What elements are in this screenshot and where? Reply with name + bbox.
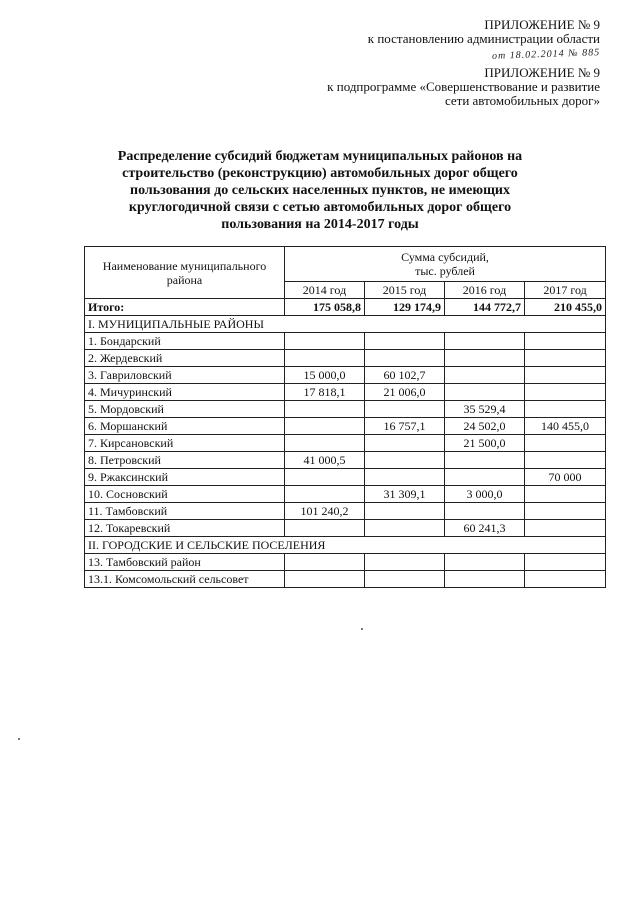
- header-sum-line2: тыс. рублей: [415, 264, 475, 278]
- district-name: 9. Ржаксинский: [85, 469, 285, 486]
- subsidy-value-2015: 60 102,7: [365, 367, 445, 384]
- subsidy-value-2015: 16 757,1: [365, 418, 445, 435]
- appendix-main-title: ПРИЛОЖЕНИЕ № 9: [484, 17, 600, 32]
- subsidy-value-2016: [445, 571, 525, 588]
- appendix-sub-title: ПРИЛОЖЕНИЕ № 9: [484, 65, 600, 80]
- total-label: Итого:: [85, 299, 285, 316]
- subsidy-value-2015: [365, 554, 445, 571]
- subsidy-value-2016: [445, 452, 525, 469]
- subsidy-value-2014: 101 240,2: [285, 503, 365, 520]
- title-line-1: Распределение субсидий бюджетам муниципальных районов на: [117, 149, 523, 164]
- table-row: [85, 333, 606, 350]
- subsidy-value-2015: [365, 452, 445, 469]
- subsidy-value-2014: [285, 401, 365, 418]
- subsidy-value-2016: 3 000,0: [445, 486, 525, 503]
- subsidy-value-2014: [285, 554, 365, 571]
- subsidy-value-2016: [445, 384, 525, 401]
- header-name-line2: района: [166, 272, 203, 287]
- header-district-name: [85, 247, 285, 299]
- header-year-2015: 2015 год: [365, 282, 445, 299]
- appendix-main-decree: к постановлению администрации области: [367, 31, 600, 46]
- subsidy-value-2017: [525, 503, 606, 520]
- subsidy-value-2016: 60 241,3: [445, 520, 525, 537]
- subsidy-value-2016: [445, 503, 525, 520]
- district-name: 10. Сосновский: [85, 486, 285, 503]
- subsidy-value-2015: 21 006,0: [365, 384, 445, 401]
- header-subsidy-sum: [285, 247, 606, 282]
- subsidy-value-2017: [525, 452, 606, 469]
- subsidy-value-2015: [365, 520, 445, 537]
- district-name: 7. Кирсановский: [85, 435, 285, 452]
- subsidy-value-2014: [285, 571, 365, 588]
- subsidy-value-2016: [445, 333, 525, 350]
- subsidy-value-2017: 140 455,0: [525, 418, 606, 435]
- table-row: [85, 435, 606, 452]
- table-row: [85, 367, 606, 384]
- table-row: [85, 401, 606, 418]
- scan-speck: [361, 628, 363, 630]
- header-year-2014: 2014 год: [285, 282, 365, 299]
- subsidy-value-2014: 17 818,1: [285, 384, 365, 401]
- subsidy-value-2015: [365, 503, 445, 520]
- subsidy-value-2014: [285, 520, 365, 537]
- subsidy-value-2016: 35 529,4: [445, 401, 525, 418]
- table-row: [85, 571, 606, 588]
- appendix-block-subprogram: [327, 66, 600, 108]
- header-name-line1: Наименование муниципального: [102, 258, 267, 273]
- district-name: 3. Гавриловский: [85, 367, 285, 384]
- subsidy-value-2017: [525, 384, 606, 401]
- subsidy-value-2016: [445, 469, 525, 486]
- subsidy-table: [84, 246, 606, 588]
- appendix-main-date-handwritten: от 18.02.2014 № 885: [491, 47, 601, 62]
- title-line-2: строительство (реконструкцию) автомобильных дорог общего: [122, 166, 518, 181]
- subsidy-value-2017: [525, 520, 606, 537]
- section-label: I. МУНИЦИПАЛЬНЫЕ РАЙОНЫ: [85, 316, 606, 333]
- subsidy-value-2015: [365, 435, 445, 452]
- appendix-sub-line3: сети автомобильных дорог»: [444, 93, 600, 108]
- district-name: 5. Мордовский: [85, 401, 285, 418]
- header-sum-line1: Сумма субсидий,: [401, 250, 489, 264]
- scan-speck: [18, 738, 20, 740]
- table-row-total: [85, 299, 606, 316]
- header-year-2017: 2017 год: [525, 282, 606, 299]
- subsidy-value-2016: [445, 554, 525, 571]
- district-name: 13.1. Комсомольский сельсовет: [85, 571, 285, 588]
- table-row: [85, 350, 606, 367]
- header-year-2016: 2016 год: [445, 282, 525, 299]
- title-line-4: круглогодичной связи с сетью автомобильных дорог общего: [128, 200, 512, 215]
- table-row: [85, 384, 606, 401]
- subsidy-value-2017: [525, 401, 606, 418]
- title-line-3: пользования до сельских населенных пунктов, не имеющих: [130, 183, 510, 198]
- total-2014: 175 058,8: [285, 299, 365, 316]
- district-name: 8. Петровский: [85, 452, 285, 469]
- district-name: 2. Жердевский: [85, 350, 285, 367]
- section-row-municipal-districts: [85, 316, 606, 333]
- subsidy-value-2014: [285, 469, 365, 486]
- subsidy-value-2014: [285, 350, 365, 367]
- table-row: [85, 503, 606, 520]
- section-row-settlements: [85, 537, 606, 554]
- district-name: 1. Бондарский: [85, 333, 285, 350]
- subsidy-value-2017: [525, 367, 606, 384]
- document-title: [95, 148, 545, 233]
- subsidy-value-2016: [445, 350, 525, 367]
- subsidy-value-2015: [365, 350, 445, 367]
- subsidy-value-2014: [285, 418, 365, 435]
- table-row: [85, 418, 606, 435]
- total-2015: 129 174,9: [365, 299, 445, 316]
- subsidy-value-2015: [365, 571, 445, 588]
- subsidy-value-2017: [525, 571, 606, 588]
- appendix-sub-line2: к подпрограмме «Совершенствование и развитие: [327, 79, 600, 94]
- table-row: [85, 486, 606, 503]
- subsidy-value-2014: [285, 435, 365, 452]
- subsidy-value-2017: [525, 350, 606, 367]
- table-row: [85, 452, 606, 469]
- subsidy-value-2014: [285, 486, 365, 503]
- total-2016: 144 772,7: [445, 299, 525, 316]
- district-name: 11. Тамбовский: [85, 503, 285, 520]
- subsidy-value-2014: 41 000,5: [285, 452, 365, 469]
- subsidy-value-2017: [525, 554, 606, 571]
- subsidy-value-2016: 21 500,0: [445, 435, 525, 452]
- total-2017: 210 455,0: [525, 299, 606, 316]
- district-name: 4. Мичуринский: [85, 384, 285, 401]
- subsidy-value-2017: [525, 435, 606, 452]
- table-row: [85, 469, 606, 486]
- subsidy-value-2016: 24 502,0: [445, 418, 525, 435]
- subsidy-value-2014: [285, 333, 365, 350]
- table-row: [85, 554, 606, 571]
- subsidy-value-2015: [365, 333, 445, 350]
- section-label: II. ГОРОДСКИЕ И СЕЛЬСКИЕ ПОСЕЛЕНИЯ: [85, 537, 606, 554]
- subsidy-value-2015: [365, 469, 445, 486]
- district-name: 13. Тамбовский район: [85, 554, 285, 571]
- title-line-5: пользования на 2014-2017 годы: [221, 217, 419, 232]
- subsidy-value-2014: 15 000,0: [285, 367, 365, 384]
- subsidy-value-2017: [525, 486, 606, 503]
- subsidy-value-2017: 70 000: [525, 469, 606, 486]
- subsidy-value-2015: [365, 401, 445, 418]
- district-name: 12. Токаревский: [85, 520, 285, 537]
- subsidy-value-2017: [525, 333, 606, 350]
- table-row: [85, 520, 606, 537]
- subsidy-value-2016: [445, 367, 525, 384]
- district-name: 6. Моршанский: [85, 418, 285, 435]
- appendix-block-main: [368, 18, 600, 62]
- subsidy-value-2015: 31 309,1: [365, 486, 445, 503]
